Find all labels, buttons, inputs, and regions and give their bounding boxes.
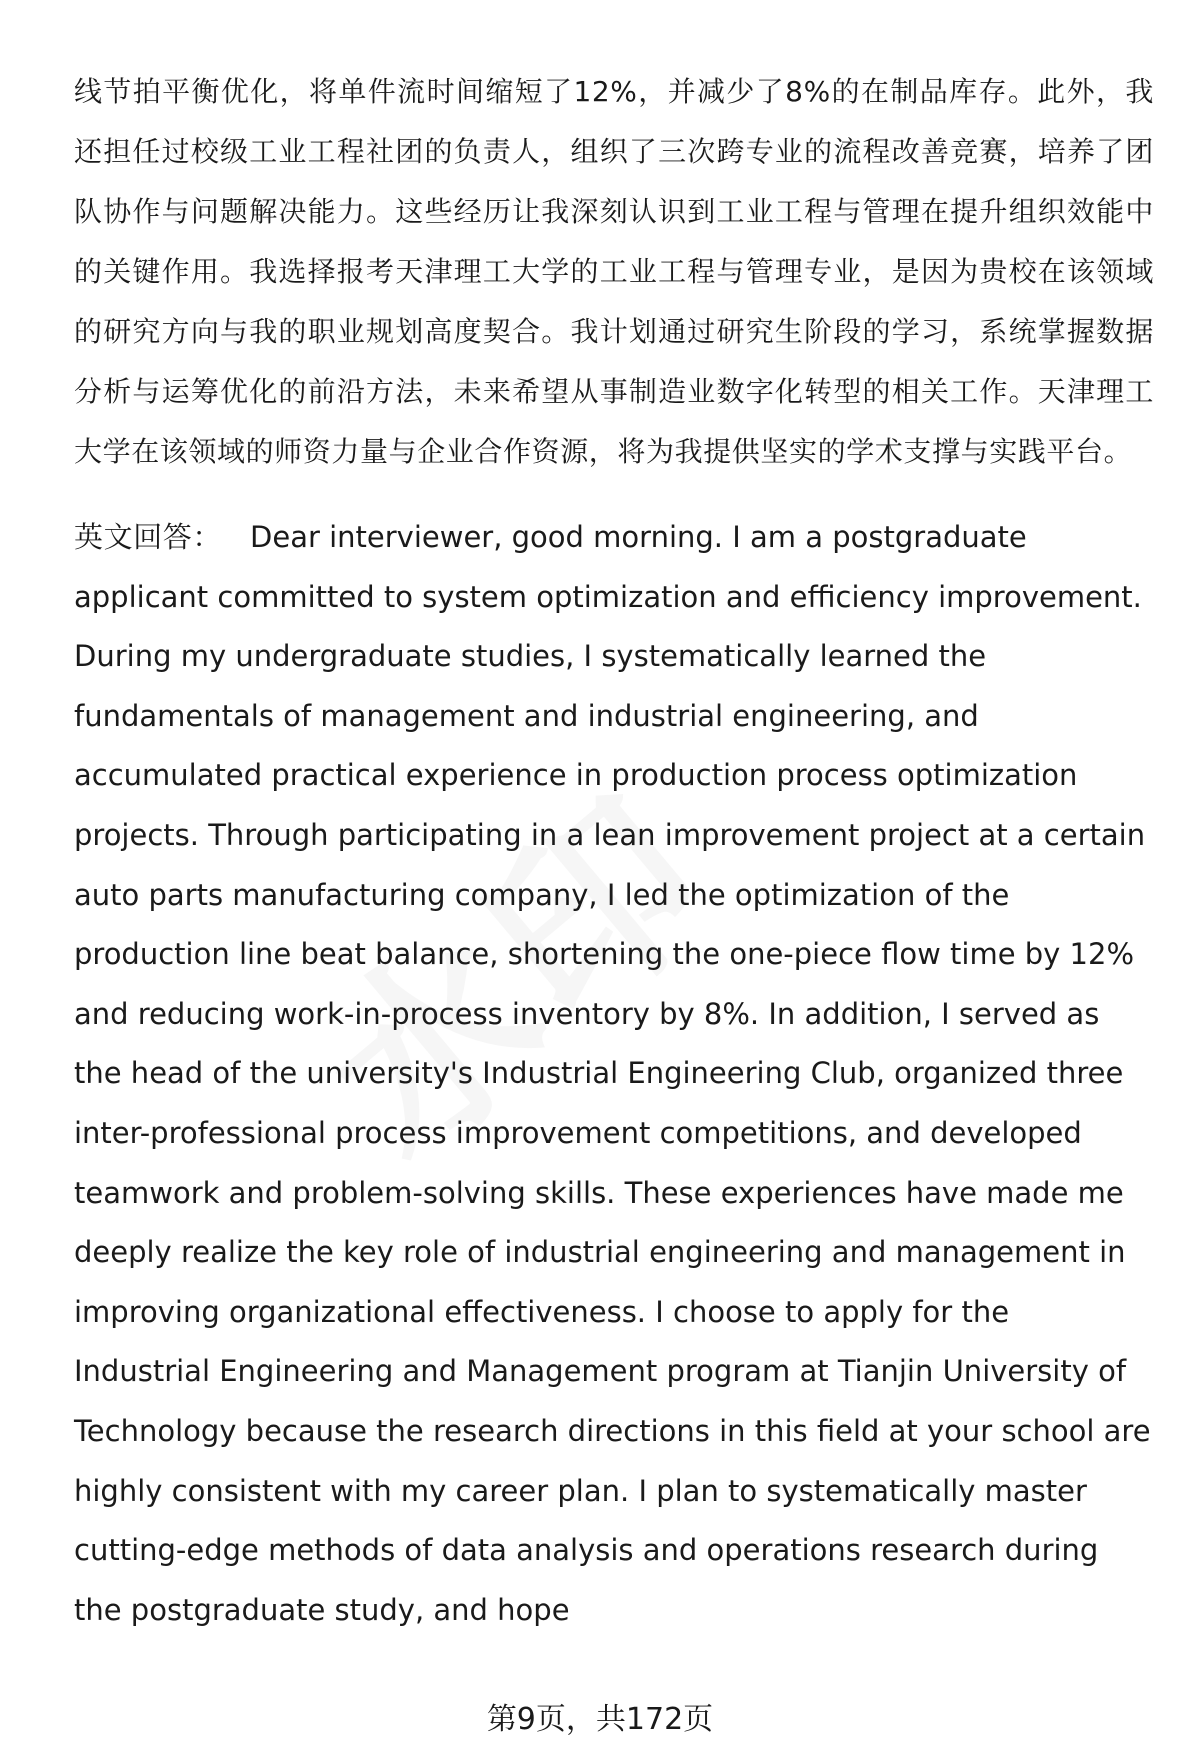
english-answer-text: Dear interviewer, good morning. I am a postgraduate applicant committed to system optimization and efficiency improvement. During my undergraduate studies, I systematically learned the fundamentals of management and industrial engineering, and accumulated practical experience in production process optimization projects. Through participating in a lean improvement project at a certain auto parts manufacturing company, I led the optimization of the production line beat balance, shortening the one-piece flow time by 12% and reducing work-in-process inventory by 8%. In addition, I served as the head of the university's Industrial Engineering Club, organized three inter-professional process improvement competitions, and developed teamwork and problem-solving skills. These experiences have made me deeply realize the key role of industrial engineering and management in improving organizational effectiveness. I choose to apply for the Industrial Engineering and Management program at Tianjin University of Technology because the research directions in this field at your school are highly consistent with my career plan. I plan to systematically master cutting-edge methods of data analysis and operations research during the postgraduate study, and hope	[74, 520, 1151, 1627]
chinese-answer-paragraph: 线节拍平衡优化，将单件流时间缩短了12%，并减少了8%的在制品库存。此外，我还担任过校级工业工程社团的负责人，组织了三次跨专业的流程改善竞赛，培养了团队协作与问题解决能力。这些经历让我深刻认识到工业工程与管理在提升组织效能中的关键作用。我选择报考天津理工大学的工业工程与管理专业，是因为贵校在该领域的研究方向与我的职业规划高度契合。我计划通过研究生阶段的学习，系统掌握数据分析与运筹优化的前沿方法，未来希望从事制造业数字化转型的相关工作。天津理工大学在该领域的师资力量与企业合作资源，将为我提供坚实的学术支撑与实践平台。	[74, 75, 1154, 468]
document-body	[74, 62, 1154, 1640]
page-number-footer: 第9页，共172页	[486, 1702, 714, 1737]
english-answer-paragraph	[74, 508, 1154, 1640]
english-answer-label: 英文回答：	[74, 520, 223, 554]
